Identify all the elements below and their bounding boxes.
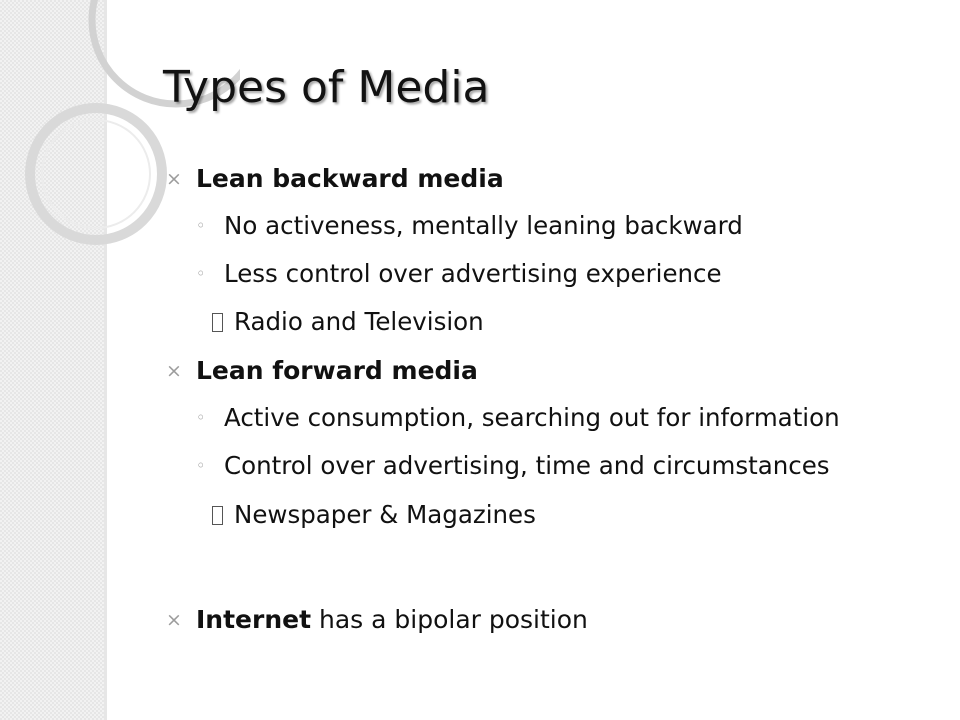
bullet-text: Control over advertising, time and circumstances [224,451,830,480]
bullet-text: Newspaper & Magazines [234,500,536,529]
x-bullet-icon: × [166,168,182,190]
list-item [212,500,536,530]
bullet-text: Less control over advertising experience [224,259,722,288]
circle-bullet-icon: ◦ [196,408,206,427]
list-item [196,403,840,433]
missing-glyph-icon [212,313,223,332]
circle-bullet-icon: ◦ [196,216,206,235]
bullet-text: Lean backward media [196,164,504,193]
bullet-text: Lean forward media [196,356,478,385]
list-item [196,259,722,289]
list-item [166,356,478,386]
bullet-text: Active consumption, searching out for information [224,403,840,432]
bullet-text: No activeness, mentally leaning backward [224,211,743,240]
circle-bullet-icon: ◦ [196,456,206,475]
bullet-text: Radio and Television [234,307,484,336]
missing-glyph-icon [212,506,223,525]
x-bullet-icon: × [166,360,182,382]
list-item [166,605,588,635]
x-bullet-icon: × [166,609,182,631]
list-item [196,211,743,241]
bullet-bold-text: Internet [196,605,312,634]
circle-bullet-icon: ◦ [196,264,206,283]
list-item [166,164,504,194]
bullet-text: has a bipolar position [311,605,588,634]
list-item [212,307,484,337]
slide-title: Types of Media [163,62,490,113]
list-item [196,451,830,481]
